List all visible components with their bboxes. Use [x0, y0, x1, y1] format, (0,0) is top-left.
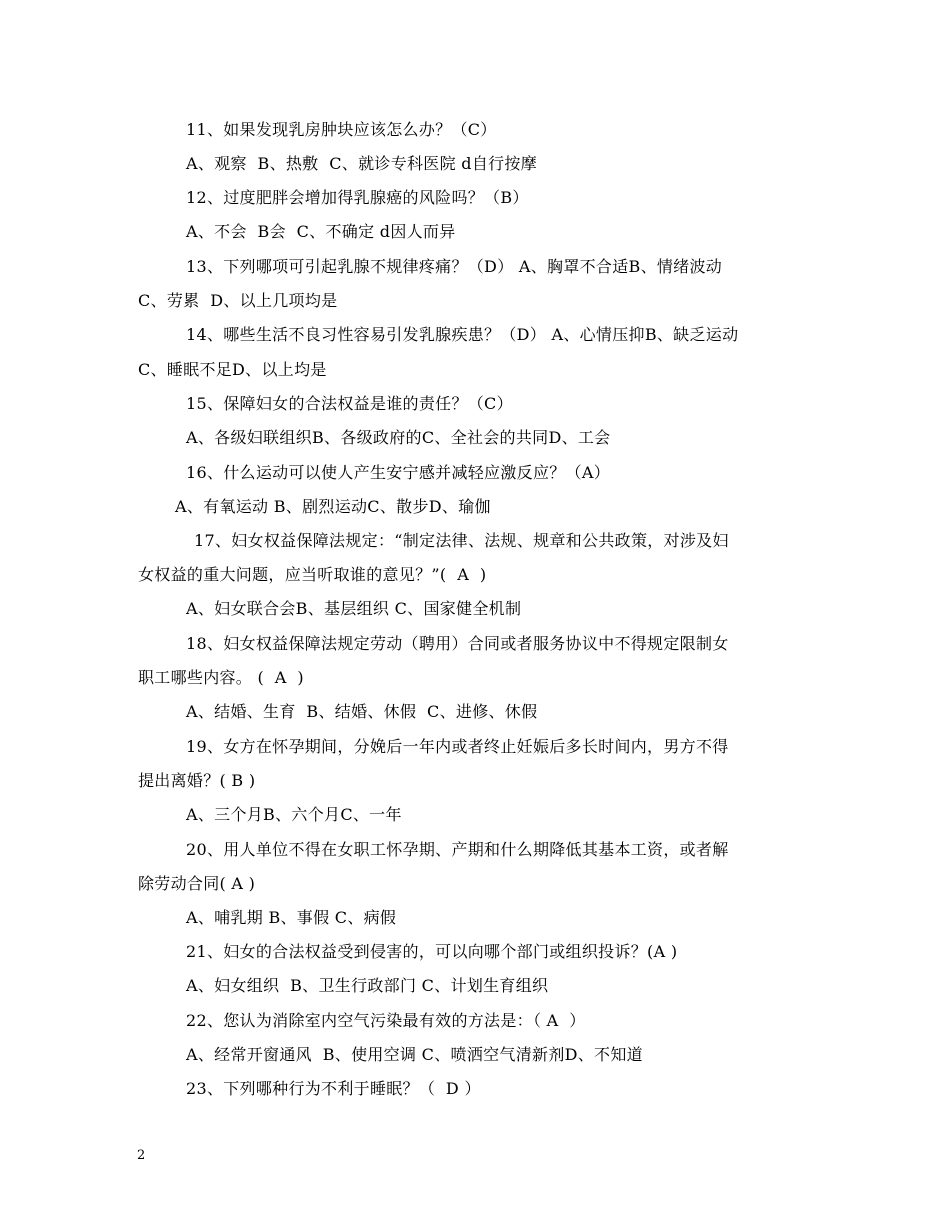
answer-options-16: A、有氧运动 B、剧烈运动C、散步D、瑜伽: [175, 497, 491, 516]
question-23: 23、下列哪种行为不利于睡眠？（ D ）: [186, 1079, 481, 1098]
question-20-continued: 除劳动合同( A ): [138, 874, 256, 893]
question-19-continued: 提出离婚？( B ): [138, 771, 256, 790]
answer-options-22: A、经常开窗通风 B、使用空调 C、喷洒空气清新剂D、不知道: [186, 1045, 643, 1064]
answer-options-11: A、观察 B、热敷 C、就诊专科医院 d自行按摩: [186, 154, 538, 173]
question-16: 16、什么运动可以使人产生安宁感并减轻应激反应？（A）: [186, 463, 611, 482]
question-17-continued: 女权益的重大问题，应当听取谁的意见？”( A ): [138, 565, 487, 584]
answer-options-18: A、结婚、生育 B、结婚、休假 C、进修、休假: [186, 702, 538, 721]
question-19: 19、女方在怀孕期间，分娩后一年内或者终止妊娠后多长时间内，男方不得: [186, 737, 729, 756]
question-18-continued: 职工哪些内容。 ( A ): [138, 668, 304, 687]
answer-options-13: C、劳累 D、以上几项均是: [138, 291, 338, 310]
answer-options-20: A、哺乳期 B、事假 C、病假: [186, 908, 397, 927]
answer-options-21: A、妇女组织 B、卫生行政部门 C、计划生育组织: [186, 976, 549, 995]
question-12: 12、过度肥胖会增加得乳腺癌的风险吗？（B）: [186, 188, 529, 207]
answer-options-12: A、不会 B会 C、不确定 d因人而异: [186, 222, 456, 241]
answer-options-15: A、各级妇联组织B、各级政府的C、全社会的共同D、工会: [186, 428, 611, 447]
answer-options-14: C、睡眠不足D、以上均是: [138, 360, 327, 379]
question-11: 11、如果发现乳房肿块应该怎么办？（C）: [186, 120, 497, 139]
answer-options-17: A、妇女联合会B、基层组织 C、国家健全机制: [186, 599, 522, 618]
question-22: 22、您认为消除室内空气污染最有效的方法是：（ A ）: [186, 1011, 586, 1030]
page-number: 2: [137, 1148, 146, 1163]
question-15: 15、保障妇女的合法权益是谁的责任？（C）: [186, 394, 513, 413]
answer-options-19: A、三个月B、六个月C、一年: [186, 805, 402, 824]
question-18: 18、妇女权益保障法规定劳动（聘用）合同或者服务协议中不得规定限制女: [186, 634, 729, 653]
question-17: 17、妇女权益保障法规定：“制定法律、法规、规章和公共政策，对涉及妇: [194, 531, 729, 550]
question-14: 14、哪些生活不良习性容易引发乳腺疾患？（D） A、心情压抑B、缺乏运动: [186, 325, 739, 344]
question-20: 20、用人单位不得在女职工怀孕期、产期和什么期降低其基本工资，或者解: [186, 840, 729, 859]
question-21: 21、妇女的合法权益受到侵害的，可以向哪个部门或组织投诉？(A ): [186, 942, 678, 961]
question-13: 13、下列哪项可引起乳腺不规律疼痛？（D） A、胸罩不合适B、情绪波动: [186, 257, 723, 276]
